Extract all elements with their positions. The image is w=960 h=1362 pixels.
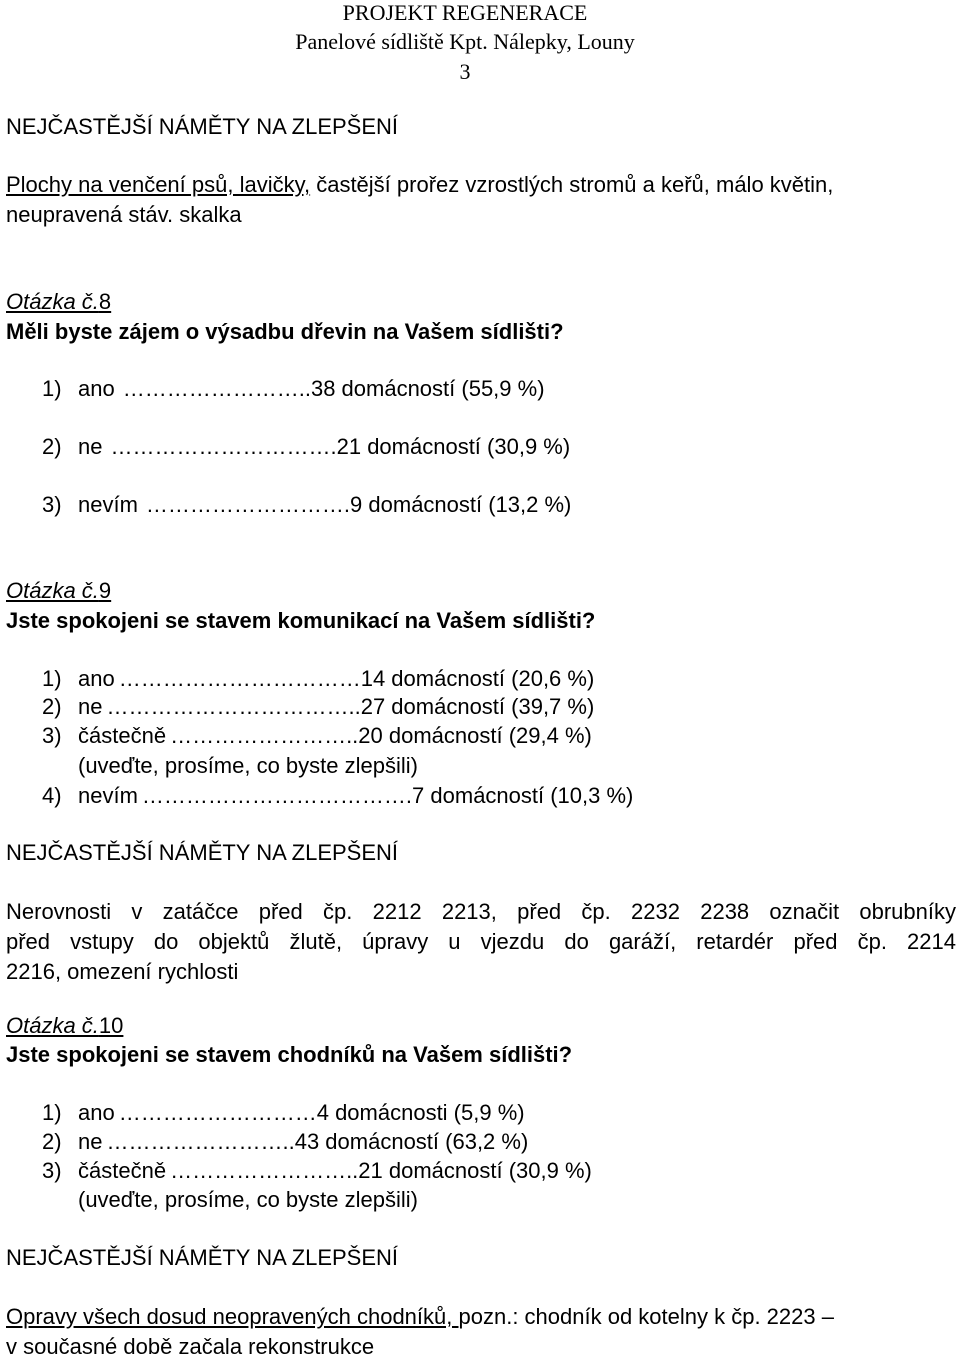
option-label: nevím xyxy=(78,492,138,517)
section-heading: NEJČASTĚJŠÍ NÁMĚTY NA ZLEPŠENÍ xyxy=(6,1245,399,1270)
leader-dots: …………………….. xyxy=(170,723,359,748)
question-label-prefix: Otázka č. xyxy=(6,289,99,314)
option-label: ne xyxy=(78,694,103,719)
option-number: 4) xyxy=(42,783,62,808)
option-result: 38 domácností (55,9 %) xyxy=(310,376,545,401)
option-result: 4 domácnosti (5,9 %) xyxy=(316,1100,525,1125)
option-number: 3) xyxy=(42,492,62,517)
paragraph-text: neupravená stáv. skalka xyxy=(6,202,242,227)
question-label-number: 8 xyxy=(98,289,112,314)
project-title: PROJEKT REGENERACE xyxy=(342,0,588,25)
option-number: 2) xyxy=(42,434,62,459)
question-text: Jste spokojeni se stavem chodníků na Vašem sídlišti? xyxy=(6,1042,573,1067)
answer-option xyxy=(42,666,594,692)
paragraph-text: častější prořez vzrostlých stromů a keřů, málo květin, xyxy=(310,172,834,197)
paragraph-line: 2216, omezení rychlosti xyxy=(6,959,239,984)
answer-option xyxy=(42,694,594,720)
leader-dots: …………………………… xyxy=(118,666,361,691)
answer-option xyxy=(42,1129,528,1155)
question-text: Měli byste zájem o výsadbu dřevin na Vašem sídlišti? xyxy=(6,319,564,344)
option-label: ano xyxy=(78,376,115,401)
section-heading: NEJČASTĚJŠÍ NÁMĚTY NA ZLEPŠENÍ xyxy=(6,840,399,865)
option-result: 14 domácností (20,6 %) xyxy=(360,666,595,691)
answer-option xyxy=(42,492,571,518)
option-note: (uveďte, prosíme, co byste zlepšili) xyxy=(78,753,418,778)
question-label-number: 10 xyxy=(98,1013,124,1038)
answer-option xyxy=(42,434,570,460)
underlined-text: Opravy všech dosud neopravených chodníků, xyxy=(6,1304,459,1329)
answer-option xyxy=(42,1100,525,1126)
page-number: 3 xyxy=(459,59,471,84)
suggestion-paragraph xyxy=(6,897,956,987)
leader-dots: …………………………. xyxy=(110,434,337,459)
option-label: ne xyxy=(78,1129,103,1154)
option-result: 21 domácností (30,9 %) xyxy=(358,1158,592,1183)
underlined-text: Plochy na venčení psů, lavičky, xyxy=(6,172,311,197)
leader-dots: ………………………………. xyxy=(141,783,413,808)
answer-option xyxy=(42,376,545,402)
option-number: 3) xyxy=(42,723,62,748)
leader-dots: …………………………….. xyxy=(106,694,361,719)
suggestion-paragraph xyxy=(6,170,956,230)
question-label xyxy=(6,289,111,315)
option-label: částečně xyxy=(78,723,167,748)
option-label: částečně xyxy=(78,1158,167,1183)
option-result: 43 domácností (63,2 %) xyxy=(294,1129,529,1154)
paragraph-line: před vstupy do objektů žlutě, úpravy u vjezdu do garáží, retardér před čp. 2214 xyxy=(6,929,956,954)
option-result: 9 domácností (13,2 %) xyxy=(350,492,572,517)
section-heading: NEJČASTĚJŠÍ NÁMĚTY NA ZLEPŠENÍ xyxy=(6,114,399,139)
option-label: ano xyxy=(78,666,115,691)
question-label-prefix: Otázka č. xyxy=(6,1013,99,1038)
leader-dots: ……………………… xyxy=(118,1100,317,1125)
answer-option xyxy=(42,783,633,809)
leader-dots: …………………….. xyxy=(122,376,311,401)
option-number: 2) xyxy=(42,694,62,719)
option-label: nevím xyxy=(78,783,138,808)
paragraph-text: pozn.: chodník od kotelny k čp. 2223 – xyxy=(458,1304,834,1329)
option-number: 3) xyxy=(42,1158,62,1183)
paragraph-line: Nerovnosti v zatáčce před čp. 2212 2213, před čp. 2232 2238 označit obrubníky xyxy=(6,899,956,924)
question-label-prefix: Otázka č. xyxy=(6,578,99,603)
option-result: 21 domácností (30,9 %) xyxy=(336,434,571,459)
question-label xyxy=(6,1013,123,1039)
option-number: 1) xyxy=(42,376,62,401)
suggestion-paragraph xyxy=(6,1302,956,1362)
question-label-number: 9 xyxy=(98,578,112,603)
option-number: 1) xyxy=(42,1100,62,1125)
question-label xyxy=(6,578,111,604)
option-note: (uveďte, prosíme, co byste zlepšili) xyxy=(78,1187,418,1212)
leader-dots: …………………….. xyxy=(106,1129,295,1154)
option-label: ano xyxy=(78,1100,115,1125)
answer-option xyxy=(42,1158,592,1184)
option-result: 27 domácností (39,7 %) xyxy=(360,694,595,719)
option-number: 1) xyxy=(42,666,62,691)
option-result: 7 domácností (10,3 %) xyxy=(412,783,634,808)
leader-dots: …………………….. xyxy=(170,1158,359,1183)
option-number: 2) xyxy=(42,1129,62,1154)
project-subtitle: Panelové sídliště Kpt. Nálepky, Louny xyxy=(295,29,635,54)
question-text: Jste spokojeni se stavem komunikací na Vašem sídlišti? xyxy=(6,608,596,633)
paragraph-text: v současné době začala rekonstrukce xyxy=(6,1334,375,1359)
leader-dots: ………………………. xyxy=(145,492,351,517)
answer-option xyxy=(42,723,592,749)
option-result: 20 domácností (29,4 %) xyxy=(358,723,592,748)
option-label: ne xyxy=(78,434,103,459)
